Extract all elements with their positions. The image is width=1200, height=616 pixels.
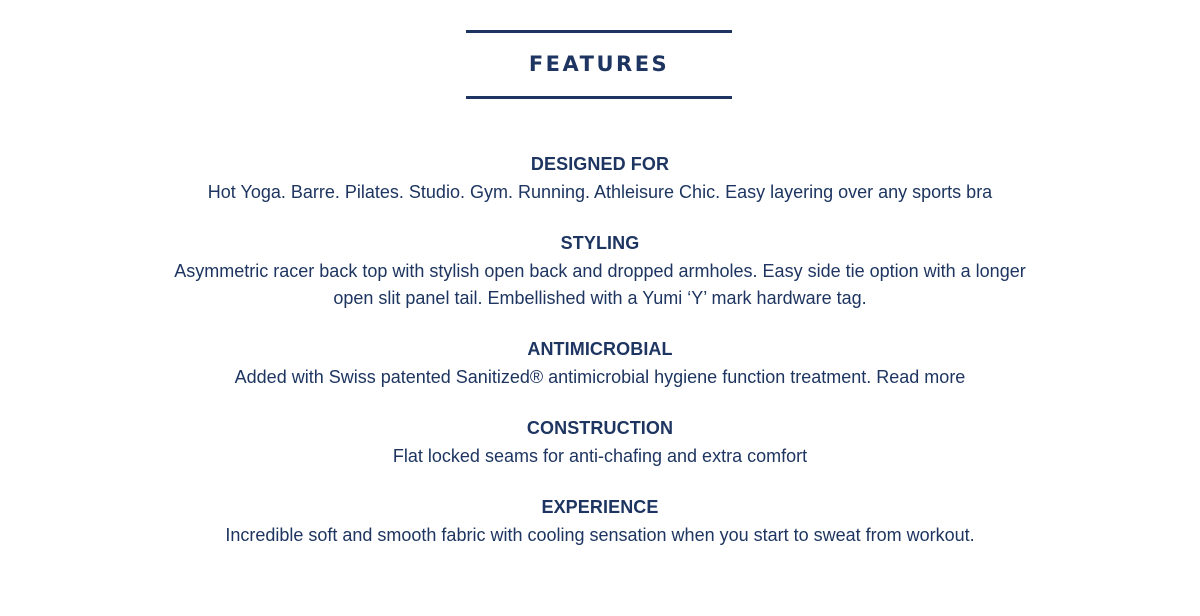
features-list bbox=[150, 152, 1050, 574]
feature-description: Incredible soft and smooth fabric with cooling sensation when you start to sweat from workout. bbox=[225, 525, 975, 545]
feature-description: Flat locked seams for anti-chafing and extra comfort bbox=[392, 446, 808, 466]
feature-experience bbox=[150, 495, 1050, 549]
features-title: FEATURES bbox=[528, 52, 670, 76]
feature-antimicrobial bbox=[150, 337, 1050, 391]
feature-construction bbox=[150, 416, 1050, 470]
feature-heading: ANTIMICROBIAL bbox=[527, 339, 673, 359]
feature-heading: STYLING bbox=[560, 233, 640, 253]
feature-heading: DESIGNED FOR bbox=[530, 154, 670, 174]
feature-description: Asymmetric racer back top with stylish open back and dropped armholes. Easy side tie option with a longer open slit panel tail. Embellished with a Yumi ‘Y’ mark hardware tag. bbox=[174, 261, 1026, 308]
feature-description: Hot Yoga. Barre. Pilates. Studio. Gym. Running. Athleisure Chic. Easy layering over any sports bra bbox=[207, 182, 993, 202]
feature-heading: EXPERIENCE bbox=[541, 497, 659, 517]
feature-designed-for bbox=[150, 152, 1050, 206]
feature-description: Added with Swiss patented Sanitized® antimicrobial hygiene function treatment. Read more bbox=[234, 367, 966, 387]
feature-styling bbox=[150, 231, 1050, 312]
feature-heading: CONSTRUCTION bbox=[526, 418, 674, 438]
features-title-box bbox=[466, 30, 732, 99]
